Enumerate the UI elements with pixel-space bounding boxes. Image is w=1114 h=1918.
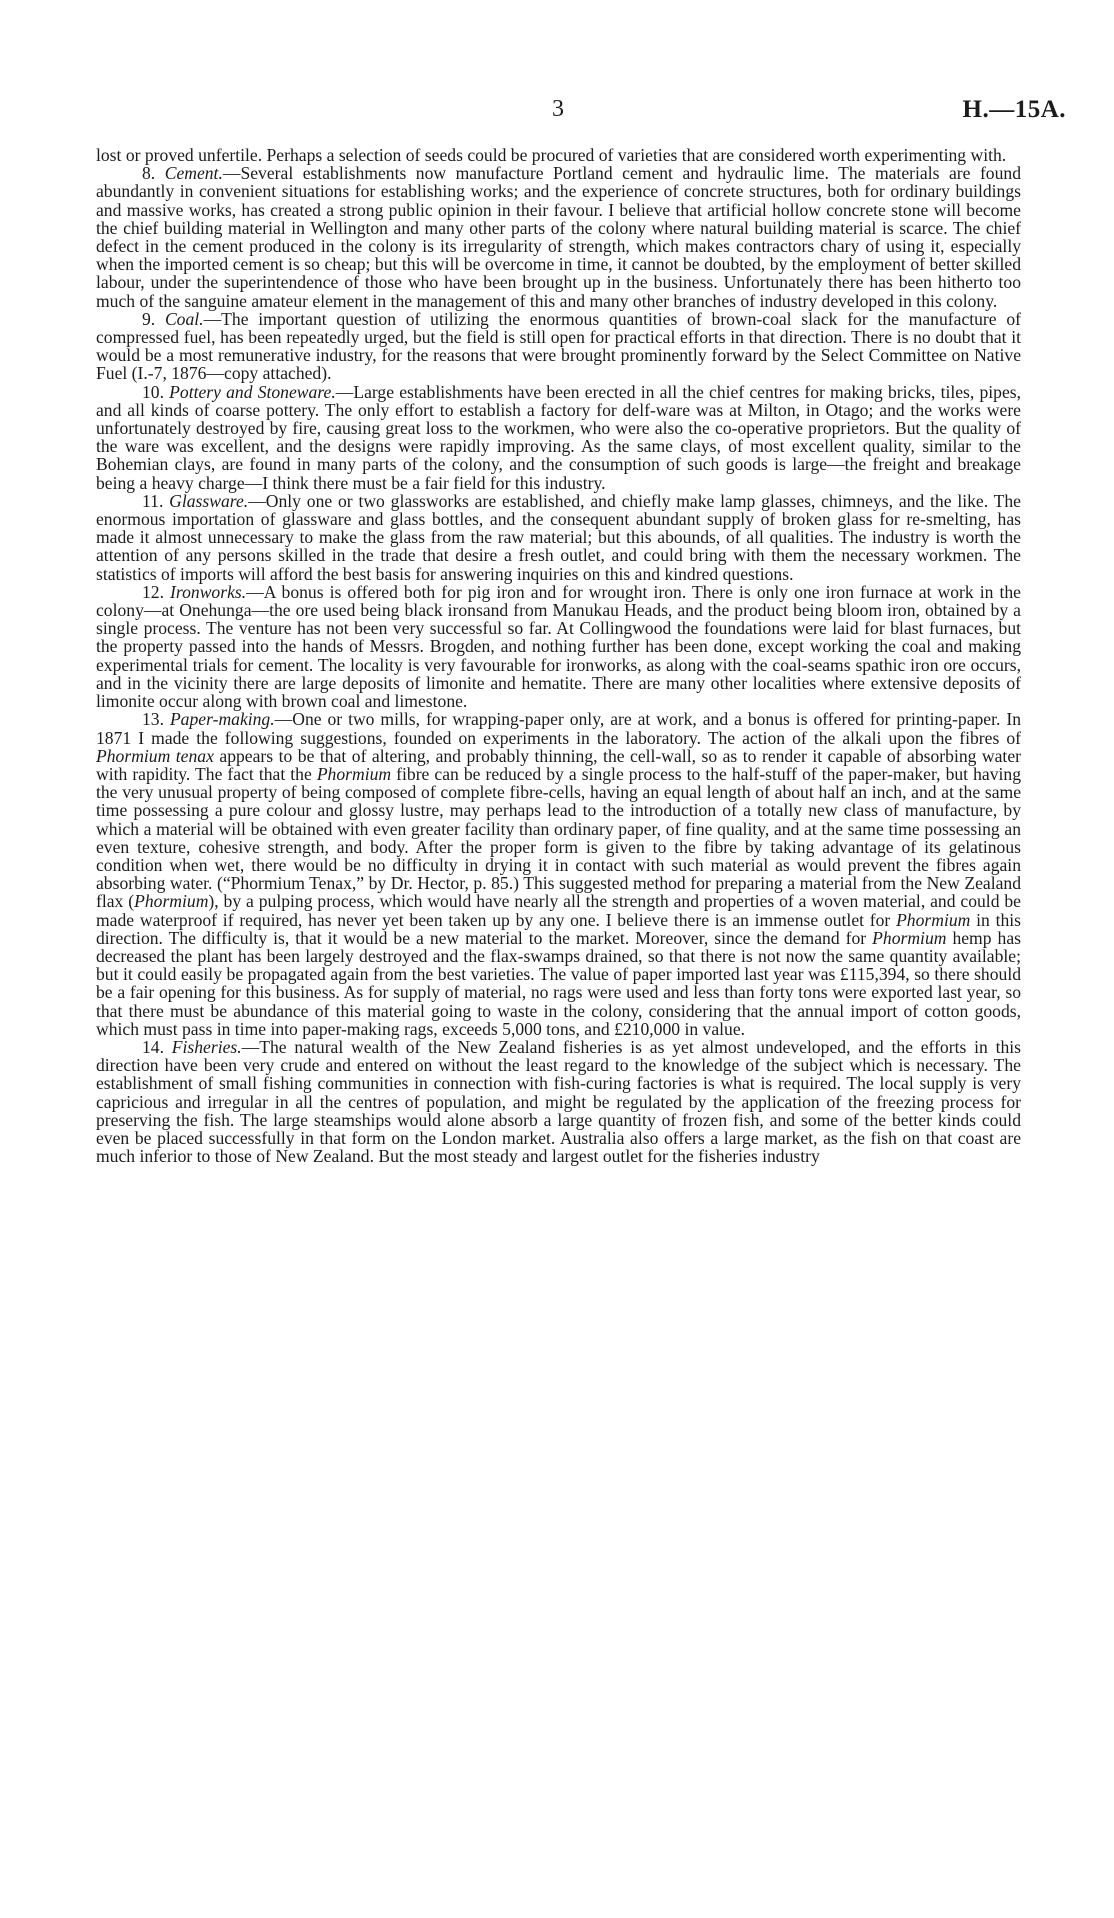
- italic-text: Phormium: [134, 891, 209, 912]
- text-run: 12.: [142, 581, 171, 602]
- italic-text: Phormium: [316, 763, 392, 784]
- text-run: 8.: [142, 163, 165, 184]
- italic-text: Phormium tenax: [96, 745, 214, 766]
- italic-text: Glassware.: [169, 490, 249, 511]
- italic-text: Pottery and Stoneware.: [169, 381, 336, 402]
- document-reference: H.—15A.: [962, 96, 1066, 123]
- text-run: appears to be that of altering, and probably thinning, the cell-wall, so as to render it capable of absorbing water with rapidity. The fact that the: [96, 745, 1021, 784]
- paragraph-glassware: [96, 492, 1021, 583]
- paragraph-pottery: [96, 383, 1021, 492]
- italic-text: Paper-making.: [169, 709, 275, 730]
- paragraph-paper-making: [96, 710, 1021, 1038]
- page-header: [96, 96, 1066, 136]
- text-run: 14.: [142, 1036, 172, 1057]
- paragraph-coal: [96, 310, 1021, 383]
- italic-text: Ironworks.: [170, 581, 247, 602]
- italic-text: Cement.: [164, 163, 223, 184]
- text-run: lost or proved unfertile. Perhaps a selection of seeds could be procured of varieties that are considered worth experimenting with.: [96, 145, 1007, 165]
- italic-text: Fisheries.: [171, 1036, 242, 1057]
- text-run: —Only one or two glassworks are established, and chiefly make lamp glasses, chimneys, and the like. The enormous importation of glassware and glass bottles, and the consequent abundant supply of broken glass for re-smelting, has made it almost unnecessary to make the glass from the raw material; but this abounds, of all qualities. The industry is worth the attention of any persons skilled in the trade that desire a fresh outlet, and could bring with them the necessary workmen. The statistics of imports will afford the best basis for answering inquiries on this and kindred questions.: [96, 490, 1021, 584]
- italic-text: Phormium: [896, 909, 971, 930]
- italic-text: Coal.: [164, 308, 204, 329]
- body-text: [96, 146, 1021, 1165]
- text-run: in this direction. The difficulty is, that it would be a new material to the market. Moreover, since the demand for: [96, 909, 1021, 948]
- paragraph-ironworks: [96, 583, 1021, 710]
- page-number: 3: [552, 96, 564, 122]
- text-run: —One or two mills, for wrapping-paper only, are at work, and a bonus is offered for printing-paper. In 1871 I made the following suggestions, founded on experiments in the laboratory. The action of the alkali upon the fibres of: [96, 709, 1022, 748]
- text-run: fibre can be reduced by a single process to the half-stuff of the paper-maker, but having the very unusual property of being composed of complete fibre-cells, having an equal length of about half an inch, and at the same time possessing a pure colour and glossy lustre, may perhaps lead to the introduction of a totally new class of manufacture, by which a material will be obtained with even greater facility than ordinary paper, of fine quality, and at the same time possessing an even texture, cohesive strength, and body. After the proper form is given to the fibre by taking advantage of its gelatinous condition when wet, there would be no difficulty in drying it in contact with such material as would prevent the fibres again absorbing water. (“Phormium Tenax,” by Dr. Hector, p. 85.) This suggested method for preparing a material from the New Zealand flax (: [96, 763, 1021, 912]
- text-run: 9.: [142, 308, 165, 329]
- text-run: 13.: [142, 709, 170, 730]
- text-run: —Large establishments have been erected in all the chief centres for making bricks, tiles, pipes, and all kinds of coarse pottery. The only effort to establish a factory for delf-ware was at Milton, in Otago; and the works were unfortunately destroyed by fire, causing great loss to the workmen, who were also the co-operative proprietors. But the quality of the ware was excellent, and the designs were rapidly improving. As the same clays, of most excellent quality, similar to the Bohemian clays, are found in many parts of the colony, and the consumption of such goods is large—the freight and breakage being a heavy charge—I think there must be a fair field for this industry.: [96, 381, 1021, 493]
- text-run: —Several establishments now manufacture Portland cement and hydraulic lime. The materials are found abundantly in convenient situations for establishing works; and the experience of concrete structures, both for ordinary buildings and massive works, has created a strong public opinion in their favour. I believe that artificial hollow concrete stone will become the chief building material in Wellington and many other parts of the colony where natural building material is scarce. The chief defect in the cement produced in the colony is its irregularity of strength, which makes contractors chary of using it, especially when the imported cement is so cheap; but this will be overcome in time, it cannot be doubted, by the employment of better skilled labour, under the superintendence of those who have been brought up in the business. Unfortunately there has been hitherto too much of the sanguine amateur element in the management of this and many other branches of industry developed in this colony.: [96, 163, 1021, 311]
- paragraph-cement: [96, 164, 1021, 310]
- paragraph-fisheries: [96, 1038, 1021, 1165]
- italic-text: Phormium: [872, 927, 947, 948]
- text-run: —A bonus is offered both for pig iron and for wrought iron. There is only one iron furnace at work in the colony—at Onehunga—the ore used being black ironsand from Manukau Heads, and the product being bloom iron, obtained by a single process. The venture has not been very successful so far. At Collingwood the foundations were laid for blast furnaces, but the property passed into the hands of Messrs. Brogden, and nothing further has been done, except working the coal and making experimental trials for cement. The locality is very favourable for ironworks, as along with the coal-seams spathic iron ore occurs, and in the vicinity there are large deposits of limonite and hematite. There are many other localities where extensive deposits of limonite occur along with brown coal and limestone.: [96, 581, 1021, 712]
- text-run: ), by a pulping process, which would have nearly all the strength and properties of a woven material, and could be made waterproof if required, has never yet been taken up by any one. I believe there is an immense outlet for: [96, 891, 1021, 930]
- text-run: hemp has decreased the plant has been largely destroyed and the flax-swamps drained, so that there is not now the same quantity available; but it could easily be propagated again from the best varieties. The value of paper imported last year was £115,394, so there should be a fair opening for this business. As for supply of material, no rags were used and less than forty tons were exported last year, so that there must be abundance of this material going to waste in the colony, considering that the annual import of cotton goods, which must pass in time into paper-making rags, exceeds 5,000 tons, and £210,000 in value.: [96, 927, 1021, 1039]
- text-run: —The important question of utilizing the enormous quantities of brown-coal slack for the manufacture of compressed fuel, has been repeatedly urged, but the field is still open for practical efforts in that direction. There is no doubt that it would be a most remunerative industry, for the reasons that were brought prominently forward by the Select Committee on Native Fuel (I.-7, 1876—copy attached).: [96, 308, 1022, 384]
- text-run: 11.: [142, 490, 170, 511]
- text-run: 10.: [142, 381, 170, 402]
- text-run: —The natural wealth of the New Zealand fisheries is as yet almost undeveloped, and the efforts in this direction have been very crude and entered on without the least regard to the knowledge of the subject which is necessary. The establishment of small fishing communities in connection with fish-curing factories is what is required. The local supply is very capricious and irregular in all the centres of population, and might be regulated by the application of the freezing process for preserving the fish. The large steamships would alone absorb a large quantity of frozen fish, and some of the better kinds could even be placed successfully in that form on the London market. Australia also offers a large market, as the fish on that coast are much inferior to those of New Zealand. But the most steady and largest outlet for the fisheries industry: [96, 1036, 1021, 1167]
- paragraph-continuation: [96, 146, 1021, 164]
